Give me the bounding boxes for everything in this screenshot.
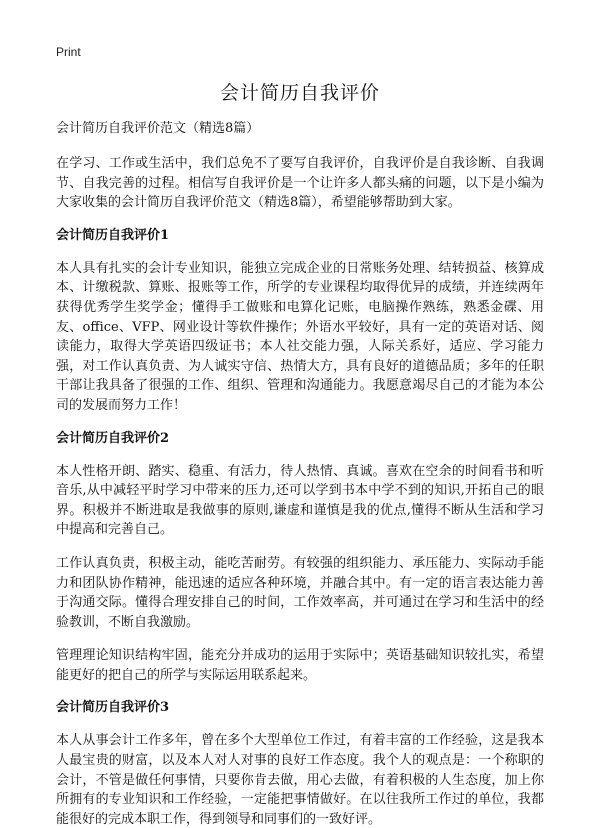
- document-subtitle: 会计简历自我评价范文（精选8篇）: [56, 121, 260, 136]
- section-heading-1: 会计简历自我评价1: [56, 227, 170, 243]
- section-2-paragraph-1: 本人性格开朗、踏实、稳重、有活力，待人热情、真诚。喜欢在空余的时间看书和听音乐,从中减轻平时学习中带来的压力,还可以学到书本中学不到的知识,开拓自己的眼界。积极并不断进取是我做事的原则,谦虚和谨慎是我的优点,懂得不断从生活和学习中提高和完善自己。: [56, 463, 544, 538]
- intro-paragraph: 在学习、工作或生活中，我们总免不了要写自我评价，自我评价是自我诊断、自我调节、自我完善的过程。相信写自我评价是一个让许多人都头痛的问题，以下是小编为大家收集的会计简历自我评价范文（精选8篇），希望能够帮助到大家。: [56, 156, 544, 211]
- section-2-paragraph-3: 管理理论知识结构牢固，能充分并成功的运用于实际中；英语基础知识较扎实，希望能更好的把自己的所学与实际运用联系起来。: [56, 648, 544, 683]
- print-link[interactable]: Print: [56, 45, 81, 59]
- section-3-paragraph-1: 本人从事会计工作多年，曾在多个大型单位工作过，有着丰富的工作经验，这是我本人最宝贵的财富，以及本人对人对事的良好工作态度。我个人的观点是：一个称职的会计，不管是做任何事情，只要你肯去做，用心去做，有着积极的人生态度，加上你所拥有的专业知识和工作经验，一定能把事情做好。在以往我所工作过的单位，我都能很好的完成本职工作，得到领导和同事们的一致好评。: [56, 733, 544, 827]
- section-heading-2: 会计简历自我评价2: [56, 430, 170, 446]
- section-1-paragraph-1: 本人具有扎实的会计专业知识，能独立完成企业的日常账务处理、结转损益、核算成本、计缴税款、算账、报账等工作，所学的专业课程均取得优异的成绩，并连续两年获得优秀学生奖学金；懂得手工做账和电算化记账，电脑操作熟练，熟悉金碟、用友、office、VFP、网业设计等软件操作；外语水平较好，具有一定的英语对话、阅读能力，取得大学英语四级证书；本人社交能力强，人际关系好，适应、学习能力强，对工作认真负责、为人诚实守信、热情大方，具有良好的道德品质；多年的任职干部让我具备了很强的工作、组织、管理和沟通能力。我愿意竭尽自己的才能为本公司的发展而努力工作！: [56, 260, 544, 413]
- section-2-paragraph-2: 工作认真负责，积极主动，能吃苦耐劳。有较强的组织能力、承压能力、实际动手能力和团队协作精神，能迅速的适应各种环境，并融合其中。有一定的语言表达能力善于沟通交际。懂得合理安排自己的时间，工作效率高，并可通过在学习和生活中的经验教训，不断自我激励。: [56, 555, 544, 630]
- document-title: 会计简历自我评价: [219, 82, 380, 104]
- section-heading-3: 会计简历自我评价3: [56, 700, 170, 716]
